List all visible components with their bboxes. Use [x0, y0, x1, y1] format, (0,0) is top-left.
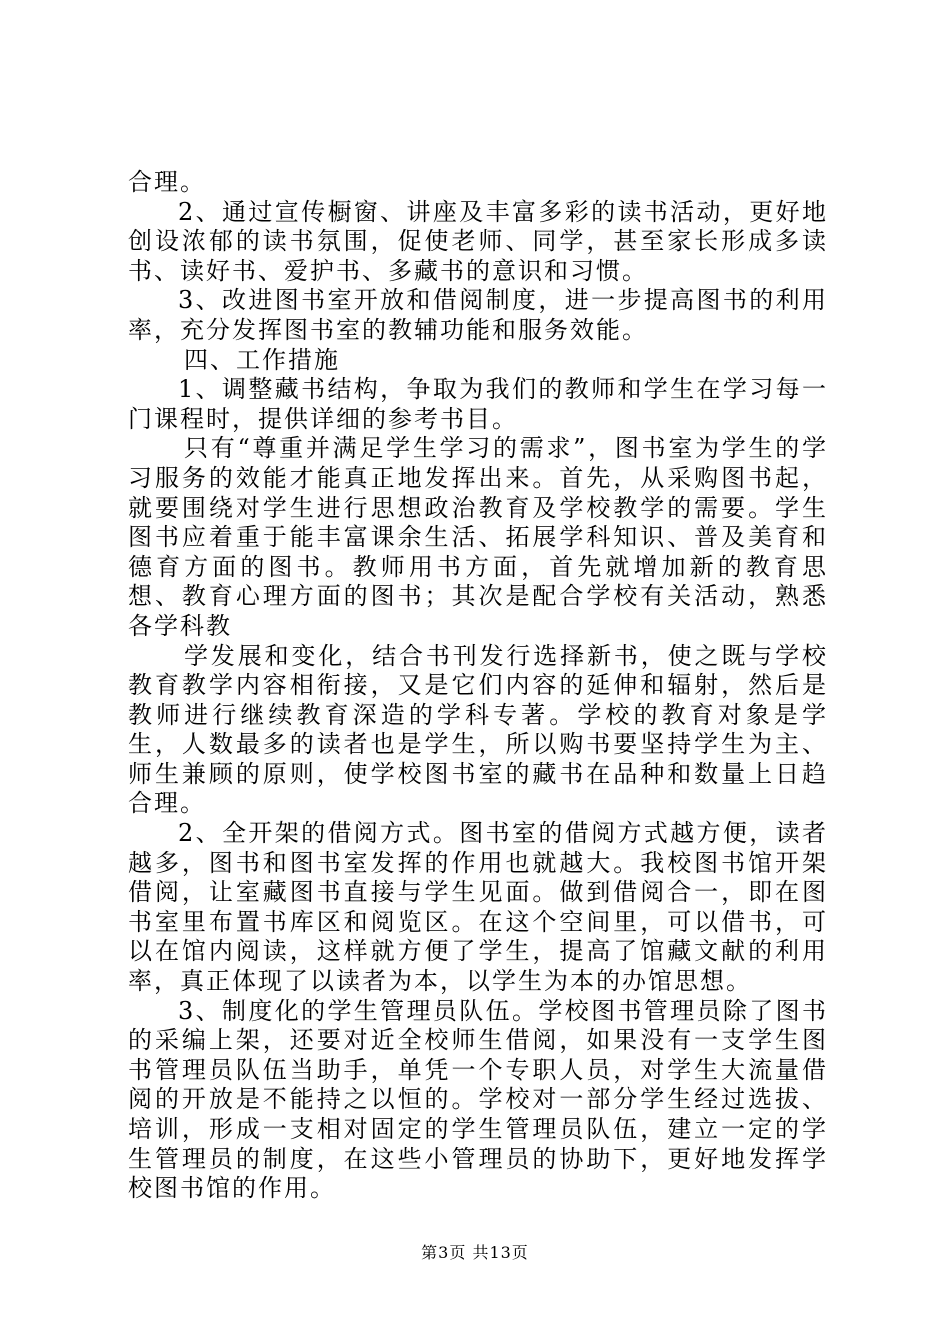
section-heading: 四、工作措施: [184, 345, 340, 374]
paragraph-item-3: 3、改进图书室开放和借阅制度，进一步提高图书的利用率，充分发挥图书室的教辅功能和服务效能。: [128, 286, 828, 344]
paragraph-measure-3: 3、制度化的学生管理员队伍。学校图书管理员除了图书的采编上架，还要对近全校师生借阅，如果没有一支学生图书管理员队伍当助手，单凭一个专职人员，对学生大流量借阅的开放是不能持之以恒的。学校对一部分学生经过选拔、培训，形成一支相对固定的学生管理员队伍，建立一定的学生管理员的制度，在这些小管理员的协助下，更好地发挥学校图书馆的作用。: [128, 996, 828, 1203]
paragraph-measure-2: 2、全开架的借阅方式。图书室的借阅方式越方便，读者越多，图书和图书室发挥的作用也就越大。我校图书馆开架借阅，让室藏图书直接与学生见面。做到借阅合一，即在图书室里布置书库区和阅览区。在这个空间里，可以借书，可以在馆内阅读，这样就方便了学生，提高了馆藏文献的利用率，真正体现了以读者为本，以学生为本的办馆思想。: [128, 819, 828, 996]
paragraph-item-2: 2、通过宣传橱窗、讲座及丰富多彩的读书活动，更好地创设浓郁的读书氛围，促使老师、同学，甚至家长形成多读书、读好书、爱护书、多藏书的意识和习惯。: [128, 197, 828, 285]
paragraph-body-2: 学发展和变化，结合书刊发行选择新书，使之既与学校教育教学内容相衔接，又是它们内容的延伸和辐射，然后是教师进行继续教育深造的学科专著。学校的教育对象是学生，人数最多的读者也是学生，所以购书要坚持学生为主、师生兼顾的原则，使学校图书室的藏书在品种和数量上日趋合理。: [128, 641, 828, 818]
page-number-label: 第3页 共13页: [421, 1243, 529, 1262]
document-body: [128, 168, 828, 1204]
paragraph-continuation: 合理。: [128, 168, 206, 196]
page-footer: [0, 1243, 950, 1263]
paragraph-body-1: 只有“尊重并满足学生学习的需求”，图书室为学生的学习服务的效能才能真正地发挥出来。首先，从采购图书起，就要围绕对学生进行思想政治教育及学校教学的需要。学生图书应着重于能丰富课余生活、拓展学科知识、普及美育和德育方面的图书。教师用书方面，首先就增加新的教育思想、教育心理方面的图书；其次是配合学校有关活动，熟悉各学科教: [128, 434, 828, 640]
paragraph-measure-1: 1、调整藏书结构，争取为我们的教师和学生在学习每一门课程时，提供详细的参考书目。: [128, 375, 828, 433]
